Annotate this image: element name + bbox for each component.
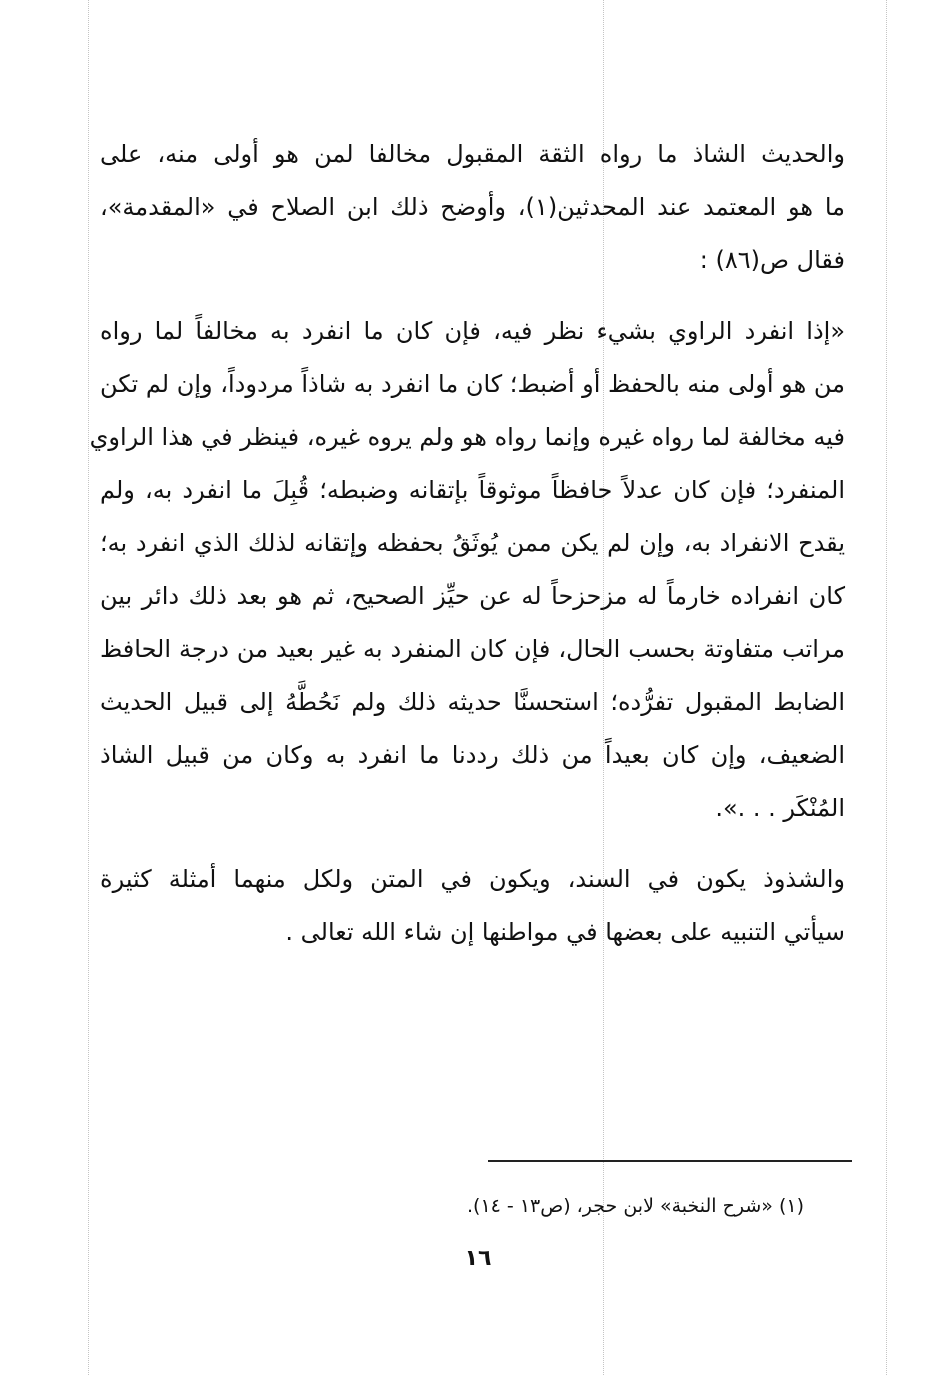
page-body [89,128,845,959]
text-line: فيه مخالفة لما رواه غيره وإنما رواه هو ولم يروه غيره، فينظر في هذا الراوي [89,423,845,451]
text-line: الضعيف، وإن كان بعيداً من ذلك رددنا ما انفرد به وكان من قبيل الشاذ [100,741,845,769]
paragraph-shudhudh-types [100,853,845,959]
text-line: يقدح الانفراد به، وإن لم يكن ممن يُوثَقُ بحفظه وإتقانه لذلك الذي انفرد به؛ [100,529,845,557]
text-line: من هو أولى منه بالحفظ أو أضبط؛ كان ما انفرد به شاذاً مردوداً، وإن لم تكن [100,370,845,398]
text-line: سيأتي التنبيه على بعضها في مواطنها إن شاء الله تعالى . [285,918,845,946]
text-line: فقال ص(٨٦) : [699,246,845,274]
footnote-divider [488,1160,852,1162]
text-line: «إذا انفرد الراوي بشيء نظر فيه، فإن كان ما انفرد به مخالفاً لما رواه [100,317,845,345]
text-line: كان انفراده خارماً له مزحزحاً له عن حيِّز الصحيح، ثم هو بعد ذلك دائر بين [100,582,845,610]
paragraph-ibn-salah-quote [89,305,845,835]
text-line: والحديث الشاذ ما رواه الثقة المقبول مخالفا لمن هو أولى منه، على [100,140,845,168]
text-line: المنفرد؛ فإن كان عدلاً حافظاً موثوقاً بإتقانه وضبطه؛ قُبِلَ ما انفرد به، ولم [100,476,845,504]
page-number: ١٦ [464,1246,492,1271]
footnote: (١) «شرح النخبة» لابن حجر، (ص١٣ - ١٤). [467,1195,804,1217]
scan-guide-left [88,0,89,1375]
text-line: والشذوذ يكون في السند، ويكون في المتن ولكل منهما أمثلة كثيرة [100,865,845,893]
text-line: ما هو المعتمد عند المحدثين(١)، وأوضح ذلك ابن الصلاح في «المقدمة»، [100,193,845,221]
paragraph-shadh-definition [100,128,845,287]
scan-guide-right [886,0,887,1375]
text-line: الضابط المقبول تفرُّده؛ استحسنَّا حديثه ذلك ولم نَحُطَّهُ إلى قبيل الحديث [100,688,845,716]
text-line: المُنْكَر . . .». [715,794,845,822]
text-line: مراتب متفاوتة بحسب الحال، فإن كان المنفرد به غير بعيد من درجة الحافظ [100,635,845,663]
